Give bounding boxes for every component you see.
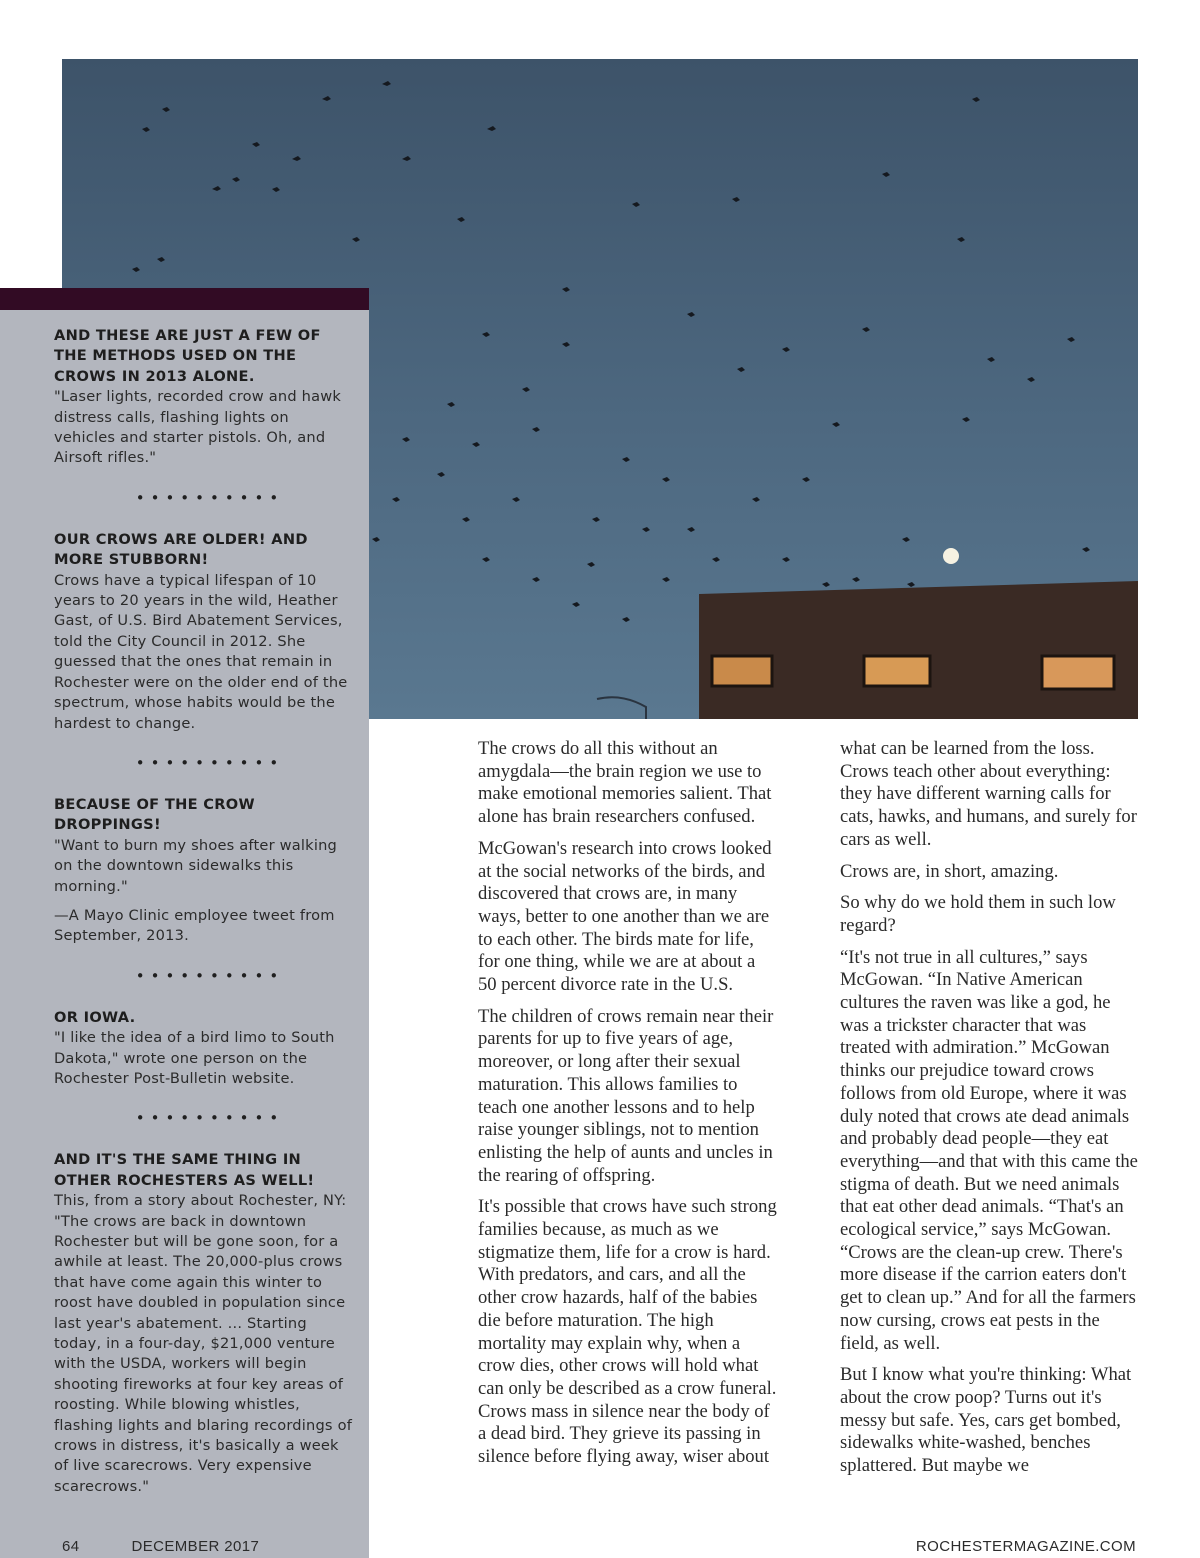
article-paragraph: McGowan's research into crows looked at the social networks of the birds, and discovered that crows are, in many ways, better to one another than we are to each other. The birds mate for life, for one thing, while we are at about a 50 percent divorce rate in the U.S. [478,837,772,996]
sidebar-attribution: —A Mayo Clinic employee tweet from September, 2013. [54,906,335,945]
article-paragraph: It's possible that crows have such strong families because, as much as we stigmatize them, life for a crow is hard. With predators, and cars, and all the other crow hazards, half of the babies die before maturation. The high mortality may explain why, when a crow dies, other crows will hold what can only be described as a crow funeral. Crows mass in silence near the body of a dead bird. They grieve its passing in silence before flying away, wiser about [478,1196,777,1468]
sidebar-section [54,326,354,469]
sidebar-section [54,1150,354,1497]
sidebar-text: Crows have a typical lifespan of 10 years to 20 years in the wild, Heather Gast, of U.S. Bird Abatement Services, told the City Council in 2012. She guessed that the ones that remain in Rochester were on the older end of the spectrum, whose habits would be the hardest to change. [54,571,348,732]
sidebar-heading: AND IT'S THE SAME THING IN OTHER ROCHESTERS AS WELL! [54,1151,315,1189]
article-paragraph: what can be learned from the loss. Crows teach other about everything: they have different warning calls for cats, hawks, and humans, and surely for cars as well. [840,738,1137,850]
window-middle [864,656,930,686]
sidebar-divider: •••••••••• [135,753,285,772]
sidebar-section [54,530,354,734]
article-paragraph: “It's not true in all cultures,” says McGowan. “In Native American cultures the raven was like a god, he was a trickster character that was treated with admiration.” McGowan thinks our prejudice toward crows follows from old Europe, where it was duly noted that crows ate dead animals and probably dead people—they eat everything—and that with this came the stigma of death. But we need animals that eat other dead animals. “That's an ecological service,” says McGowan. “Crows are the clean-up crew. There's more disease if the carrion eaters don't get to clean up.” And for all the farmers now cursing, crows eat pests in the field, as well. [840,946,1138,1354]
sidebar-divider: •••••••••• [135,966,285,985]
sidebar [0,288,369,1558]
article-paragraph: So why do we hold them in such low regard? [840,892,1116,936]
sidebar-text: This, from a story about Rochester, NY: "The crows are back in downtown Rochester but will be gone soon, for a awhile at least. The 20,000-plus crows that have come again this winter to roost have doubled in population since last year's abatement. ... Starting today, in a four-day, $21,000 venture with the USDA, workers will begin shooting fireworks at four key areas of roosting. While blowing whistles, flashing lights and blaring recordings of crows in distress, it's basically a week of live scarecrows. Very expensive scarecrows." [54,1192,353,1495]
sidebar-section [54,795,354,947]
sidebar-divider: •••••••••• [135,1109,285,1128]
sidebar-text: "Laser lights, recorded crow and hawk distress calls, flashing lights on vehicles and starter pistols. Oh, and Airsoft rifles." [54,388,342,467]
building [699,581,1138,719]
article-column-2 [840,738,1140,1487]
sidebar-section [54,1008,354,1090]
article-paragraph: But I know what you're thinking: What about the crow poop? Turns out it's messy but safe. Yes, cars get bombed, sidewalks white-washed, benches splattered. But maybe we [840,1364,1132,1477]
sidebar-heading: OR IOWA. [54,1008,136,1026]
sidebar-heading: BECAUSE OF THE CROW DROPPINGS! [54,795,255,834]
moon [943,548,959,564]
article-paragraph: Crows are, in short, amazing. [840,860,1059,882]
sidebar-content [54,326,354,1497]
window-left [712,656,772,686]
article-column-1 [478,738,778,1478]
page-number: 64 [62,1538,80,1555]
article-paragraph: The children of crows remain near their parents for up to five years of age, moreover, or long after their sexual maturation. This allows families to teach one another lessons and to help raise younger siblings, not to mention enlisting the help of aunts and uncles in the rearing of offspring. [478,1005,774,1186]
sidebar-heading: AND THESE ARE JUST A FEW OF THE METHODS USED ON THE CROWS IN 2013 ALONE. [54,327,321,385]
issue-date: DECEMBER 2017 [131,1538,260,1555]
sidebar-top-bar [0,288,369,310]
sidebar-text: "Want to burn my shoes after walking on the downtown sidewalks this morning." [54,836,338,895]
window-right [1042,656,1114,689]
sidebar-heading: OUR CROWS ARE OLDER! AND MORE STUBBORN! [54,530,308,569]
sidebar-divider: •••••••••• [135,488,285,507]
sidebar-text: "I like the idea of a bird limo to South Dakota," wrote one person on the Rochester Post-Bulletin website. [54,1029,335,1087]
website-url[interactable]: ROCHESTERMAGAZINE.COM [915,1538,1136,1555]
page-footer-left [62,1538,259,1555]
article-paragraph: The crows do all this without an amygdala—the brain region we use to make emotional memories salient. That alone has brain researchers confused. [478,738,772,828]
